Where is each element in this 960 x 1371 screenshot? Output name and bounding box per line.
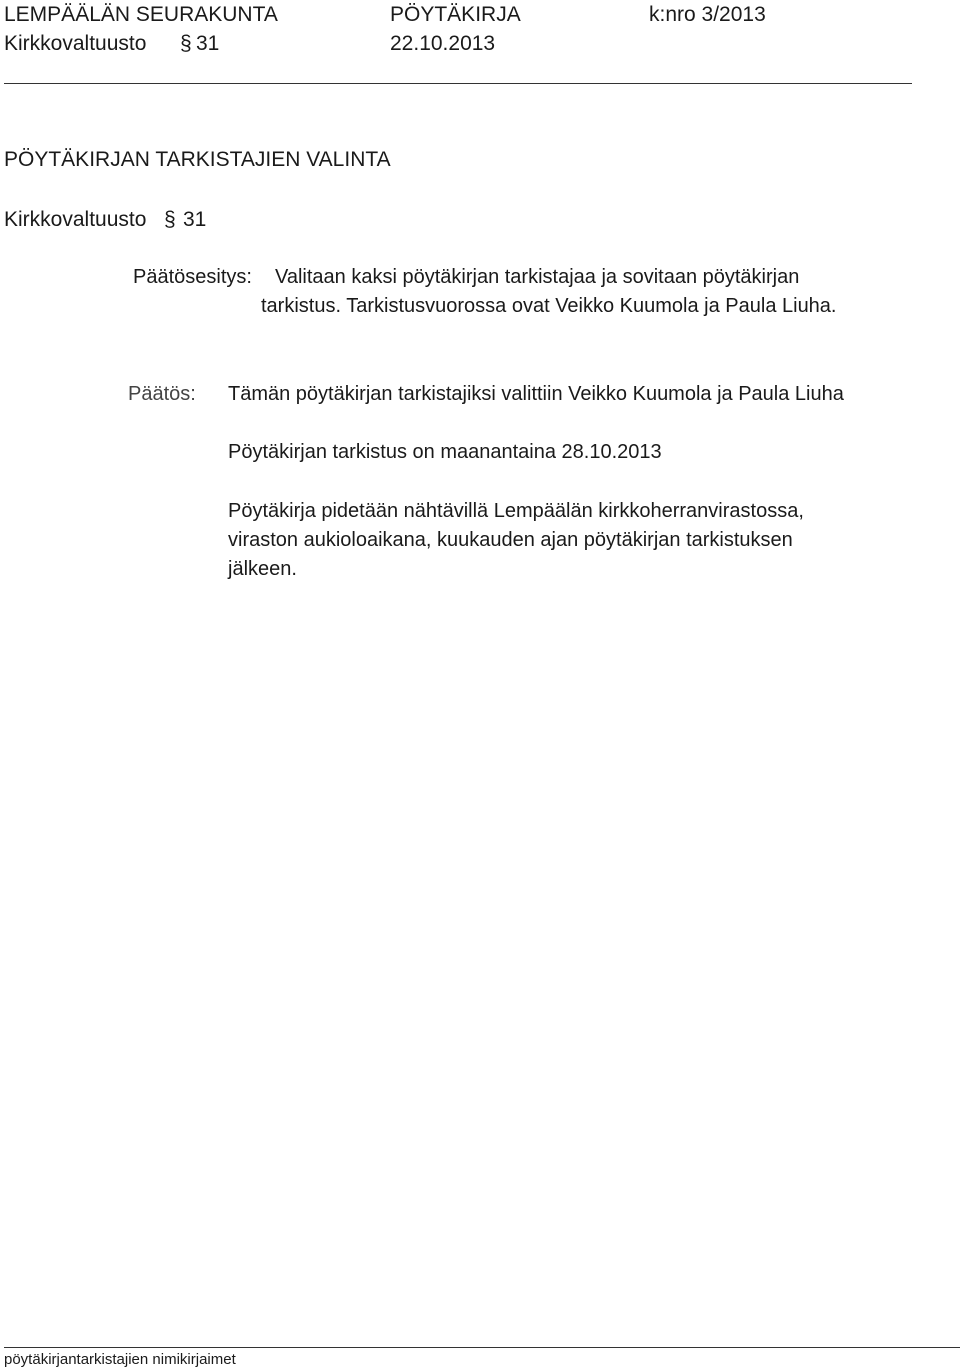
footer-divider <box>4 1347 960 1348</box>
section-body-name: Kirkkovaltuusto <box>4 208 147 231</box>
decision-text: Tämän pöytäkirjan tarkistajiksi valittiin Veikko Kuumola ja Paula Liuha <box>228 383 844 405</box>
header-section-symbol: § <box>180 32 192 55</box>
display-line-1: Pöytäkirja pidetään nähtävillä Lempäälän kirkkoherranvirastossa, <box>228 500 804 522</box>
display-line-2: viraston aukioloaikana, kuukauden ajan pöytäkirjan tarkistuksen <box>228 529 793 551</box>
meeting-date: 22.10.2013 <box>390 32 496 55</box>
decision-label: Päätös: <box>128 383 196 405</box>
header-body-name: Kirkkovaltuusto <box>4 32 147 55</box>
display-line-3: jälkeen. <box>228 558 297 580</box>
document-number: k:nro 3/2013 <box>649 3 766 26</box>
organization-name: LEMPÄÄLÄN SEURAKUNTA <box>4 3 278 26</box>
review-date-text: Pöytäkirjan tarkistus on maanantaina 28.10.2013 <box>228 441 662 463</box>
proposal-label: Päätösesitys: <box>133 266 252 288</box>
header-divider <box>4 83 912 84</box>
header-section-number: 31 <box>196 32 220 55</box>
section-symbol: § <box>164 208 176 231</box>
document-type: PÖYTÄKIRJA <box>390 3 521 26</box>
proposal-line-2: tarkistus. Tarkistusvuorossa ovat Veikko Kuumola ja Paula Liuha. <box>261 295 837 317</box>
proposal-line-1: Valitaan kaksi pöytäkirjan tarkistajaa ja sovitaan pöytäkirjan <box>275 266 800 288</box>
footer-initials-label: pöytäkirjantarkistajien nimikirjaimet <box>4 1351 236 1368</box>
section-number: 31 <box>183 208 207 231</box>
page-title: PÖYTÄKIRJAN TARKISTAJIEN VALINTA <box>4 148 391 171</box>
